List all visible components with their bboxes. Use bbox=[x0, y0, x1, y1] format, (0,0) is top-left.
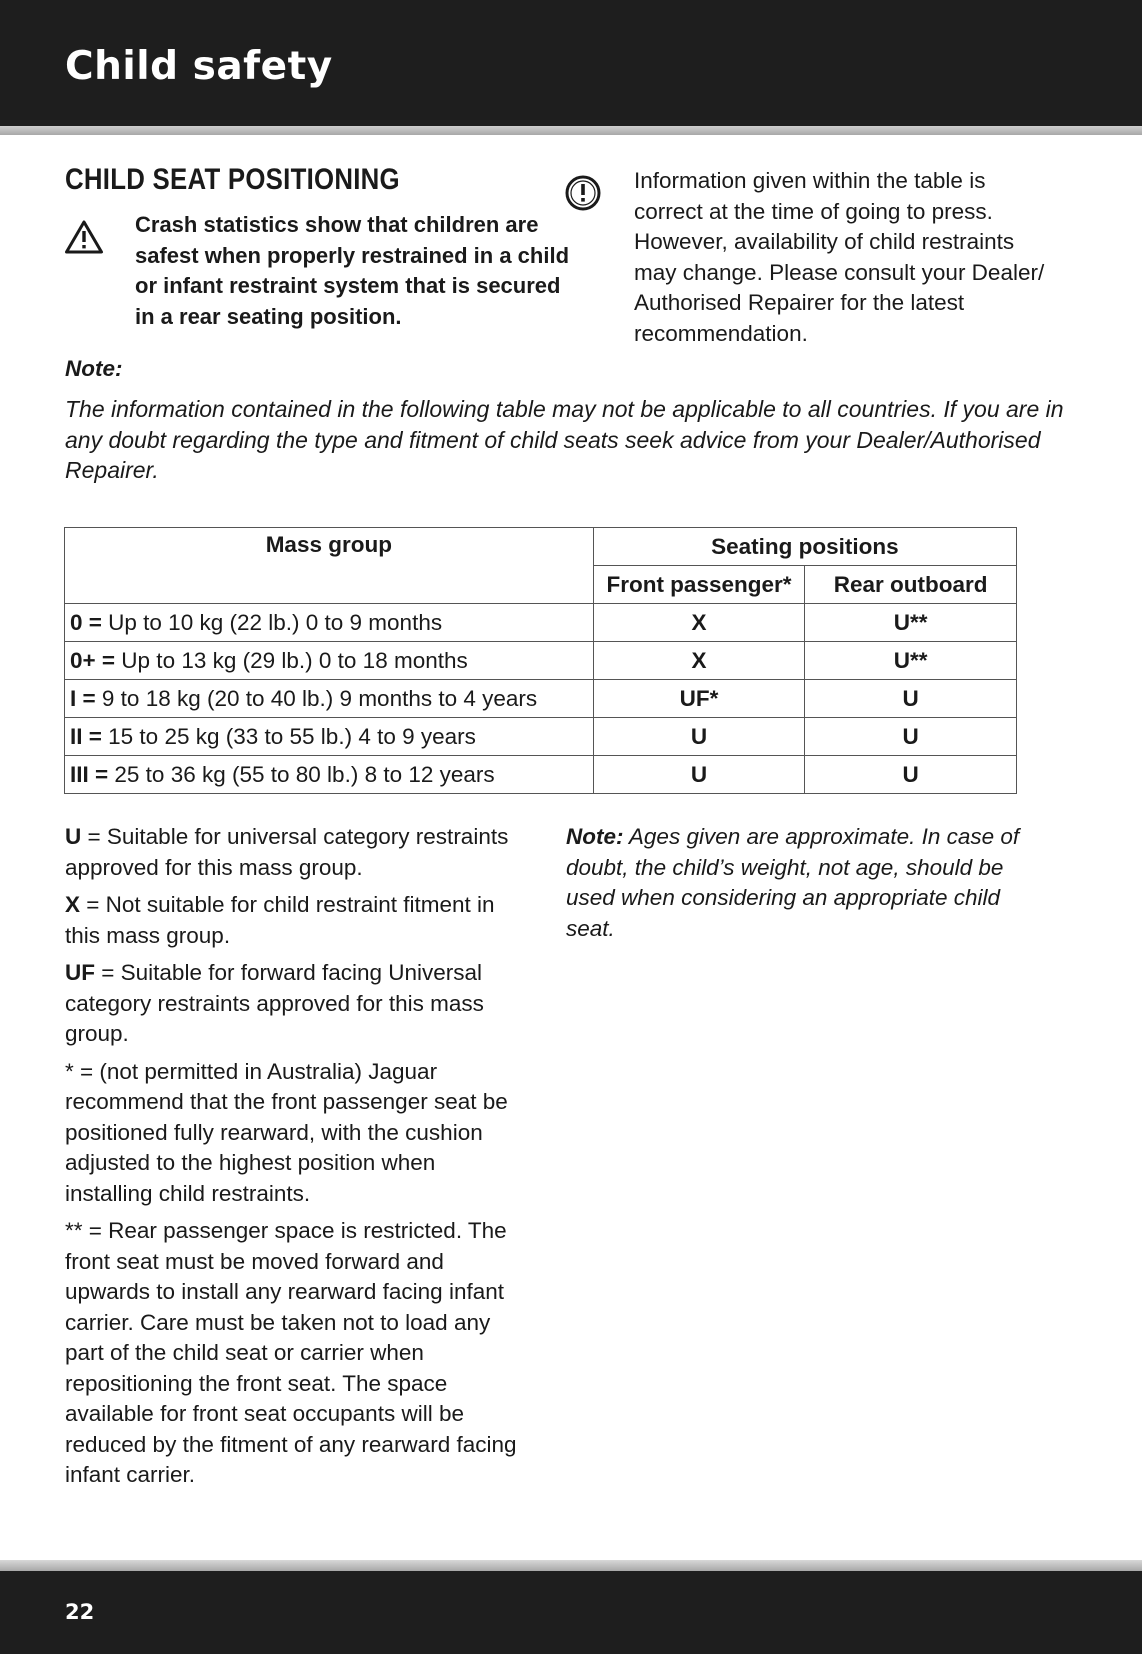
section-heading: CHILD SEAT POSITIONING bbox=[65, 163, 400, 196]
table-row bbox=[65, 718, 1017, 756]
rear-outboard-header: Rear outboard bbox=[805, 566, 1017, 604]
mass-group-code: 0 = bbox=[70, 609, 102, 635]
mass-group-cell bbox=[65, 680, 594, 718]
rear-outboard-cell: U bbox=[805, 756, 1017, 794]
legend-item bbox=[65, 890, 525, 951]
legend bbox=[65, 822, 525, 1498]
rear-outboard-cell: U bbox=[805, 718, 1017, 756]
table-row bbox=[65, 680, 1017, 718]
note-text: The information contained in the following table may not be applicable to all countries. If you are in any doubt regarding the type and fitment of child seats seek advice from your Dealer/Authorised Repairer. bbox=[65, 396, 1064, 483]
page-number: 22 bbox=[65, 1600, 95, 1624]
legend-item bbox=[65, 1057, 525, 1210]
header-divider bbox=[0, 126, 1142, 135]
table-row bbox=[65, 604, 1017, 642]
front-passenger-cell: X bbox=[593, 642, 805, 680]
rear-outboard-cell: U bbox=[805, 680, 1017, 718]
mass-group-code: 0+ = bbox=[70, 647, 116, 673]
legend-key: UF bbox=[65, 960, 95, 985]
legend-text: = Suitable for universal category restraints approved for this mass group. bbox=[65, 824, 509, 880]
legend-key: X bbox=[65, 892, 81, 917]
rear-outboard-cell: U** bbox=[805, 604, 1017, 642]
mass-group-code: II = bbox=[70, 723, 102, 749]
legend-item bbox=[65, 958, 525, 1050]
front-passenger-cell: U bbox=[593, 718, 805, 756]
mass-group-cell bbox=[65, 604, 594, 642]
mass-group-desc: 25 to 36 kg (55 to 80 lb.) 8 to 12 years bbox=[108, 761, 495, 787]
child-seat-table bbox=[64, 527, 1017, 794]
front-passenger-cell: X bbox=[593, 604, 805, 642]
page-title: Child safety bbox=[65, 44, 333, 89]
mass-group-header: Mass group bbox=[65, 528, 594, 604]
legend-text: = Not suitable for child restraint fitment in this mass group. bbox=[65, 892, 495, 948]
footer-divider bbox=[0, 1560, 1142, 1571]
table-row bbox=[65, 642, 1017, 680]
ages-note-text: Ages given are approximate. In case of doubt, the child’s weight, not age, should be used when considering an appropriate child seat. bbox=[566, 824, 1020, 941]
warning-triangle-icon bbox=[64, 219, 104, 255]
front-passenger-cell: U bbox=[593, 756, 805, 794]
info-text: Information given within the table is correct at the time of going to press. However, availability of child restraints may change. Please consult your Dealer/ Authorised Repairer for the latest recommendation. bbox=[634, 168, 1045, 346]
mass-group-desc: 9 to 18 kg (20 to 40 lb.) 9 months to 4 years bbox=[95, 685, 538, 711]
legend-item bbox=[65, 1216, 525, 1491]
page-footer bbox=[0, 1571, 1142, 1654]
mass-group-cell bbox=[65, 756, 594, 794]
mass-group-cell bbox=[65, 642, 594, 680]
mass-group-desc: Up to 13 kg (29 lb.) 0 to 18 months bbox=[115, 647, 468, 673]
note-label: Note: bbox=[65, 356, 123, 381]
front-passenger-cell: UF* bbox=[593, 680, 805, 718]
mass-group-cell bbox=[65, 718, 594, 756]
warning-text: Crash statistics show that children are safest when properly restrained in a child or infant restraint system that is secured in a rear seating position. bbox=[135, 212, 570, 329]
front-passenger-header: Front passenger* bbox=[593, 566, 805, 604]
ages-note-label: Note: bbox=[566, 824, 624, 849]
legend-text: = Suitable for forward facing Universal category restraints approved for this mass group. bbox=[65, 960, 484, 1046]
rear-outboard-cell: U** bbox=[805, 642, 1017, 680]
page-header bbox=[0, 0, 1142, 126]
legend-text: ** = Rear passenger space is restricted. The front seat must be moved forward and upwards to install any rearward facing infant carrier. Care must be taken not to load any part of the child seat or carrier when repositioning the front seat. The space available for front seat occupants will be reduced by the fitment of any rearward facing infant carrier. bbox=[65, 1218, 517, 1487]
mass-group-code: I = bbox=[70, 685, 96, 711]
legend-item bbox=[65, 822, 525, 883]
exclamation-circle-icon bbox=[564, 174, 602, 212]
legend-key: U bbox=[65, 824, 82, 849]
mass-group-desc: Up to 10 kg (22 lb.) 0 to 9 months bbox=[101, 609, 443, 635]
ages-note bbox=[566, 822, 1026, 944]
mass-group-desc: 15 to 25 kg (33 to 55 lb.) 4 to 9 years bbox=[101, 723, 476, 749]
seating-positions-header: Seating positions bbox=[593, 528, 1016, 566]
mass-group-code: III = bbox=[70, 761, 109, 787]
table-row bbox=[65, 756, 1017, 794]
legend-text: * = (not permitted in Australia) Jaguar recommend that the front passenger seat be positioned fully rearward, with the cushion adjusted to the highest position when installing child restraints. bbox=[65, 1058, 508, 1206]
